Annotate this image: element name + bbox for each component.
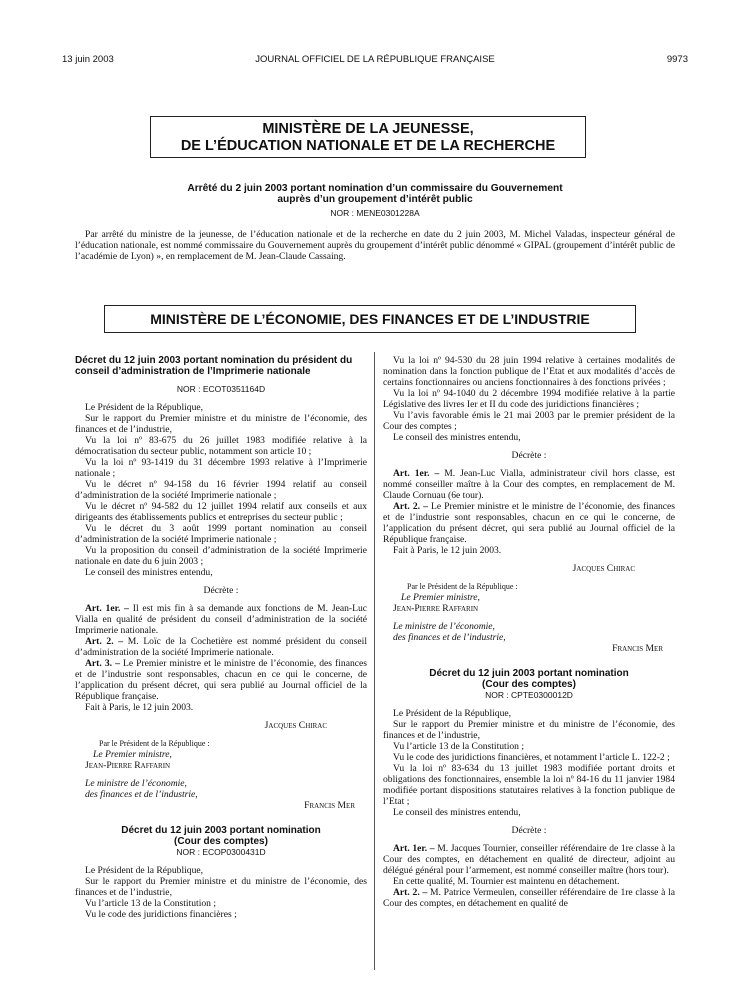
decree2-para: Vu l’avis favorable émis le 21 mai 2003 par le premier président de la Cour des comptes ; bbox=[383, 410, 675, 432]
arrete-title-line2: auprès d’un groupement d’intérêt public bbox=[277, 194, 473, 205]
article-text: Le Premier ministre et le ministre de l’économie, des finances et de l’industrie sont responsables, chacun en ce qui le concerne, de l’application du présent décret, qui sera publié au Journal officiel de la République française. bbox=[383, 501, 675, 545]
decree3-article1 bbox=[383, 843, 675, 876]
decree1-nor: NOR : ECOT0351164D bbox=[176, 384, 266, 394]
decree2-pm-name: Jean-Pierre Raffarin bbox=[393, 603, 479, 614]
decree1-para: Vu la loi nº 93-1419 du 31 décembre 1993 relative à l’Imprimerie nationale ; bbox=[75, 457, 367, 479]
article-text: M. Jean-Luc Vialla, administrateur civil hors classe, est nommé conseiller maître à la Cour des comptes, en remplacement de M. Claude Cornuau (6e tour). bbox=[383, 468, 675, 501]
decree3-para: Le conseil des ministres entendu, bbox=[393, 807, 521, 818]
decree2-ministre-line2: des finances et de l’industrie, bbox=[393, 632, 506, 643]
ministry-heading-education bbox=[150, 116, 586, 158]
decree1-para: Le conseil des ministres entendu, bbox=[85, 567, 213, 578]
decree2-para: Vu l’article 13 de la Constitution ; bbox=[85, 898, 217, 909]
decree1-fait: Fait à Paris, le 12 juin 2003. bbox=[85, 702, 194, 713]
article-text: Il est mis fin à sa demande aux fonctions de M. Jean-Luc Vialla en qualité de président du conseil d’administration de la société Imprimerie nationale. bbox=[75, 603, 367, 636]
decree1-title: Décret du 12 juin 2003 portant nomination du président du conseil d’administration de l’Imprimerie nationale bbox=[75, 355, 353, 377]
decree1-article1 bbox=[75, 603, 367, 636]
article-label: Art. 1er. – bbox=[393, 843, 435, 854]
ministry-heading-line1: MINISTÈRE DE LA JEUNESSE, bbox=[262, 121, 474, 137]
decree3-para: Vu le code des juridictions financières, et notamment l’article L. 122-2 ; bbox=[393, 752, 670, 763]
decree3-para: Vu la loi nº 83-634 du 13 juillet 1983 modifiée portant droits et obligations des fonctionnaires, ensemble la loi nº 84-16 du 11 janvier 1984 modifiée portant dispositions statutaires relatives à la fonction publique de l’Etat ; bbox=[383, 763, 675, 807]
article-text: Le Premier ministre et le ministre de l’économie, des finances et de l’industrie sont responsables, chacun en ce qui le concerne, de l’application du présent décret, qui sera publié au Journal officiel de la République française. bbox=[75, 658, 367, 702]
decree1-para: Sur le rapport du Premier ministre et du ministre de l’économie, des finances et de l’industrie, bbox=[75, 413, 367, 435]
arrete-nor: NOR : MENE0301228A bbox=[330, 208, 420, 218]
decree2-ministre-line1: Le ministre de l’économie, bbox=[393, 621, 495, 632]
header-page-number: 9973 bbox=[666, 54, 688, 65]
header-journal-title: JOURNAL OFFICIEL DE LA RÉPUBLIQUE FRANÇAISE bbox=[255, 54, 495, 65]
decree1-signature: Jacques Chirac bbox=[264, 720, 327, 731]
decree3-title-line1: Décret du 12 juin 2003 portant nomination bbox=[429, 668, 629, 679]
decree3-decrete: Décrète : bbox=[511, 825, 547, 836]
decree2-decrete: Décrète : bbox=[511, 450, 547, 461]
decree1-ministre-line2: des finances et de l’industrie, bbox=[85, 789, 198, 800]
arrete-title bbox=[60, 183, 690, 205]
decree1-para: Vu le décret nº 94-582 du 12 juillet 1994 relatif aux conseils et aux dirigeants des établissements publics et entreprises du secteur public ; bbox=[75, 501, 367, 523]
article-label: Art. 1er. – bbox=[85, 603, 129, 614]
decree3-title-line2: (Cour des comptes) bbox=[482, 679, 576, 690]
decree2-premier-ministre: Le Premier ministre, bbox=[401, 592, 480, 603]
decree1-premier-ministre: Le Premier ministre, bbox=[93, 749, 172, 760]
decree2-signature: Jacques Chirac bbox=[572, 563, 635, 574]
decree3-para: Sur le rapport du Premier ministre et du ministre de l’économie, des finances et de l’industrie, bbox=[383, 719, 675, 741]
ministry-heading-economie: MINISTÈRE DE L’ÉCONOMIE, DES FINANCES ET DE L’INDUSTRIE bbox=[104, 305, 636, 333]
decree2-para: Le Président de la République, bbox=[85, 865, 204, 876]
decree2-para: Le conseil des ministres entendu, bbox=[393, 432, 521, 443]
article-label: Art. 2. – bbox=[85, 636, 124, 647]
decree1-ministre-line1: Le ministre de l’économie, bbox=[85, 778, 187, 789]
decree2-nor: NOR : ECOP0300431D bbox=[176, 847, 266, 857]
decree2-title-line1: Décret du 12 juin 2003 portant nomination bbox=[121, 825, 321, 836]
decree1-article3 bbox=[75, 658, 367, 702]
article-text: M. Jacques Tournier, conseiller référendaire de 1re classe à la Cour des comptes, en détachement en qualité de directeur, adjoint au délégué général pour l’armement, est nommé conseiller maître (hors tour). bbox=[383, 843, 675, 876]
decree1-para: Le Président de la République, bbox=[85, 402, 204, 413]
article-text: M. Loïc de la Cochetière est nommé président du conseil d’administration de la société Imprimerie nationale. bbox=[75, 636, 367, 658]
decree1-para: Vu la loi nº 83-675 du 26 juillet 1983 modifiée relative à la démocratisation du secteur public, notamment son article 10 ; bbox=[75, 435, 367, 457]
article-label: Art. 2. – bbox=[393, 501, 428, 512]
decree2-ministre-name: Francis Mer bbox=[612, 643, 663, 654]
header-date: 13 juin 2003 bbox=[62, 54, 114, 65]
decree1-para: Vu la proposition du conseil d’administration de la société Imprimerie nationale en date du 6 juin 2003 ; bbox=[75, 545, 367, 567]
decree1-article2 bbox=[75, 636, 367, 658]
article-label: Art. 1er. – bbox=[393, 468, 440, 479]
decree1-pm-name: Jean-Pierre Raffarin bbox=[85, 760, 171, 771]
decree1-decrete: Décrète : bbox=[203, 585, 239, 596]
decree2-title-line2: (Cour des comptes) bbox=[174, 836, 268, 847]
article-text: M. Patrice Vermeulen, conseiller référendaire de 1re classe à la Cour des comptes, en détachement en qualité de bbox=[383, 887, 675, 909]
decree1-ministre-name: Francis Mer bbox=[304, 800, 355, 811]
decree2-para: Vu la loi nº 94-1040 du 2 décembre 1994 modifiée relative à la partie Législative des livres Ier et II du code des juridictions financières ; bbox=[383, 388, 675, 410]
decree2-fait: Fait à Paris, le 12 juin 2003. bbox=[393, 545, 502, 556]
arrete-body: Par arrêté du ministre de la jeunesse, de l’éducation nationale et de la recherche en date du 2 juin 2003, M. Michel Valadas, inspecteur général de l’éducation nationale, est nommé commissaire du Gouvernement auprès du groupement d’intérêt public dénommé « GIPAL (groupement d’intérêt public de l’académie de Lyon) », en remplacement de M. Jean-Claude Cassaing. bbox=[75, 229, 675, 262]
decree3-para: En cette qualité, M. Tournier est maintenu en détachement. bbox=[393, 876, 620, 887]
ministry-heading-line2: DE L’ÉDUCATION NATIONALE ET DE LA RECHERCHE bbox=[180, 138, 556, 154]
arrete-title-line1: Arrêté du 2 juin 2003 portant nomination d’un commissaire du Gouvernement bbox=[187, 183, 563, 194]
decree2-para: Sur le rapport du Premier ministre et du ministre de l’économie, des finances et de l’industrie, bbox=[75, 876, 367, 898]
decree3-article2 bbox=[383, 887, 675, 909]
decree3-nor: NOR : CPTE0300012D bbox=[485, 690, 573, 700]
left-column bbox=[75, 355, 367, 920]
decree2-article1 bbox=[383, 468, 675, 501]
article-label: Art. 2. – bbox=[393, 887, 428, 898]
decree1-para: Vu le décret du 3 août 1999 portant nomination au conseil d’administration de la société Imprimerie nationale ; bbox=[75, 523, 367, 545]
column-divider bbox=[374, 352, 375, 970]
decree2-article2 bbox=[383, 501, 675, 545]
decree1-para: Vu le décret nº 94-158 du 16 février 1994 relatif au conseil d’administration de la société Imprimerie nationale ; bbox=[75, 479, 367, 501]
decree1-par-president: Par le Président de la République : bbox=[99, 739, 210, 748]
decree2-par-president: Par le Président de la République : bbox=[407, 582, 518, 591]
article-label: Art. 3. – bbox=[85, 658, 120, 669]
decree2-para: Vu le code des juridictions financières ; bbox=[85, 909, 237, 920]
decree2-para: Vu la loi nº 94-530 du 28 juin 1994 relative à certaines modalités de nomination dans la fonction publique de l’Etat et aux modalités d’accès de certains fonctionnaires ou anciens fonctionnaires à des fonctions privées ; bbox=[383, 355, 675, 388]
decree3-para: Vu l’article 13 de la Constitution ; bbox=[393, 741, 525, 752]
decree3-para: Le Président de la République, bbox=[393, 708, 512, 719]
right-column bbox=[383, 355, 675, 909]
